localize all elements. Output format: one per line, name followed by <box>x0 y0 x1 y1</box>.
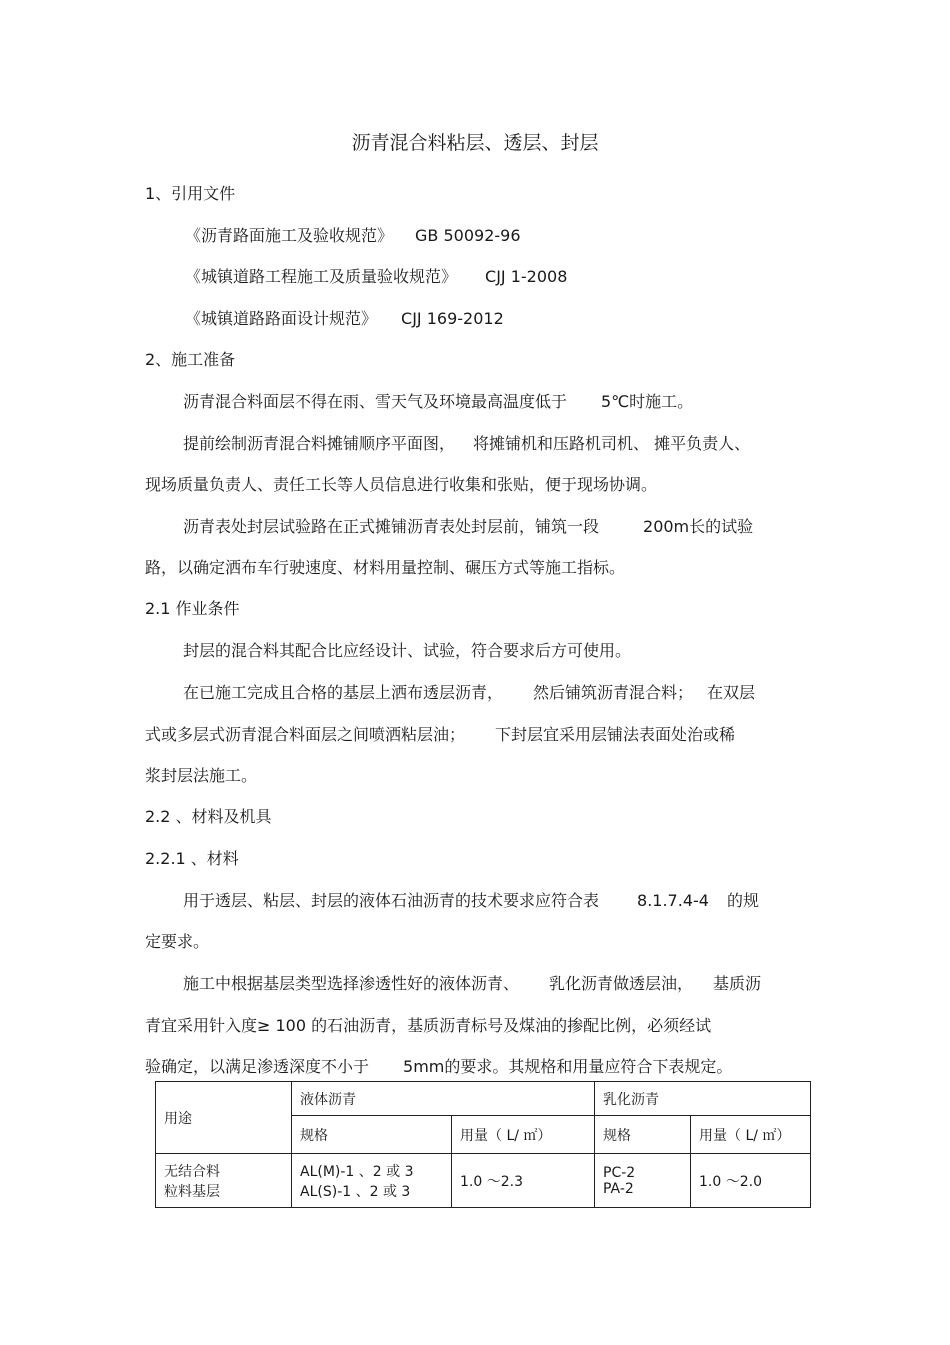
text-run: 将摊铺机和压路机司机、 摊平负责人、 <box>473 434 751 453</box>
cell-line: PA-2 <box>603 1180 634 1197</box>
cell-liquid-spec <box>292 1154 452 1208</box>
header-emulsion-amount: 用量（ L/ ㎡） <box>691 1116 811 1154</box>
text-run: 式或多层式沥青混合料面层之间喷洒粘层油； <box>145 725 466 744</box>
section-2-heading: 2、施工准备 <box>145 350 236 369</box>
header-emulsion-spec: 规格 <box>595 1116 691 1154</box>
paragraph-liquid-line-1 <box>183 890 759 912</box>
header-emulsified-asphalt: 乳化沥青 <box>595 1082 811 1116</box>
section-1-heading: 1、引用文件 <box>145 184 236 203</box>
paragraph-trial-line-2: 路，以确定洒布车行驶速度、材料用量控制、碾压方式等施工指标。 <box>145 558 626 577</box>
paragraph-layers-line-1 <box>183 682 755 704</box>
header-use: 用途 <box>156 1082 292 1154</box>
table-header-row <box>156 1082 811 1116</box>
paragraph-weather <box>183 391 693 413</box>
table-row <box>156 1154 811 1208</box>
reference-name: 《城镇道路路面设计规范》 <box>185 309 378 328</box>
reference-3 <box>185 308 504 330</box>
text-run: 200m长的试验 <box>643 517 754 536</box>
header-liquid-amount: 用量（ L/ ㎡） <box>452 1116 595 1154</box>
cell-liquid-amount: 1.0 ～2.3 <box>452 1154 595 1208</box>
document-title: 沥青混合料粘层、透层、封层 <box>351 132 599 154</box>
reference-code: CJJ 1-2008 <box>485 267 568 286</box>
spec-table <box>155 1081 811 1208</box>
text-run: 在双层 <box>707 683 756 702</box>
cell-line: 粒料基层 <box>164 1183 220 1200</box>
reference-name: 《沥青路面施工及验收规范》 <box>185 226 394 245</box>
cell-emulsion-amount: 1.0 ～2.0 <box>691 1154 811 1208</box>
reference-name: 《城镇道路工程施工及质量验收规范》 <box>185 267 458 286</box>
text-run: 的规 <box>726 891 759 910</box>
paragraph-mix: 封层的混合料其配合比应经设计、试验，符合要求后方可使用。 <box>183 641 632 660</box>
section-2-2-1-heading: 2.2.1 、材料 <box>145 849 239 868</box>
paragraph-plan-line-2: 现场质量负责人、责任工长等人员信息进行收集和张贴，便于现场协调。 <box>145 475 658 494</box>
cell-line: AL(S)-1 、2 或 3 <box>300 1183 411 1200</box>
cell-line: 无结合料 <box>164 1163 220 1180</box>
text-run: 5℃时施工。 <box>601 392 694 411</box>
reference-code: GB 50092-96 <box>415 226 521 245</box>
paragraph-liquid-line-2: 定要求。 <box>145 932 210 951</box>
section-2-1-heading: 2.1 作业条件 <box>145 599 240 618</box>
text-run: 验确定，以满足渗透深度不小于 <box>145 1057 370 1076</box>
reference-2 <box>185 266 567 288</box>
cell-line: AL(M)-1 、2 或 3 <box>300 1163 414 1180</box>
text-run: 用于透层、粘层、封层的液体石油沥青的技术要求应符合表 <box>183 891 600 910</box>
text-run: 然后铺筑沥青混合料； <box>533 683 694 702</box>
paragraph-plan-line-1 <box>183 433 750 455</box>
cell-emulsion-spec <box>595 1154 691 1208</box>
paragraph-prime-line-1 <box>183 973 761 995</box>
cell-use <box>156 1154 292 1208</box>
text-run: 基质沥 <box>713 974 762 993</box>
section-2-2-heading: 2.2 、材料及机具 <box>145 807 272 826</box>
paragraph-layers-line-2 <box>145 724 735 746</box>
text-run: 8.1.7.4-4 <box>637 891 709 910</box>
text-run: 沥青表处封层试验路在正式摊铺沥青表处封层前，铺筑一段 <box>183 517 600 536</box>
text-run: 5mm的要求。其规格和用量应符合下表规定。 <box>403 1057 733 1076</box>
paragraph-prime-line-2: 青宜采用针入度≥ 100 的石油沥青，基质沥青标号及煤油的掺配比例，必须经试 <box>145 1016 712 1035</box>
header-liquid-spec: 规格 <box>292 1116 452 1154</box>
paragraph-prime-line-3 <box>145 1056 732 1078</box>
paragraph-trial-line-1 <box>183 516 753 538</box>
text-run: 提前绘制沥青混合料摊铺顺序平面图， <box>183 434 456 453</box>
header-liquid-asphalt: 液体沥青 <box>292 1082 595 1116</box>
text-run: 下封层宜采用层铺法表面处治或稀 <box>495 725 736 744</box>
text-run: 沥青混合料面层不得在雨、雪天气及环境最高温度低于 <box>183 392 568 411</box>
text-run: 施工中根据基层类型选择渗透性好的液体沥青、 <box>183 974 520 993</box>
text-run: 乳化沥青做透层油， <box>549 974 694 993</box>
paragraph-layers-line-3: 浆封层法施工。 <box>145 766 258 785</box>
reference-1 <box>185 225 521 247</box>
reference-code: CJJ 169-2012 <box>401 309 504 328</box>
text-run: 在已施工完成且合格的基层上洒布透层沥青， <box>183 683 504 702</box>
cell-line: PC-2 <box>603 1164 636 1181</box>
